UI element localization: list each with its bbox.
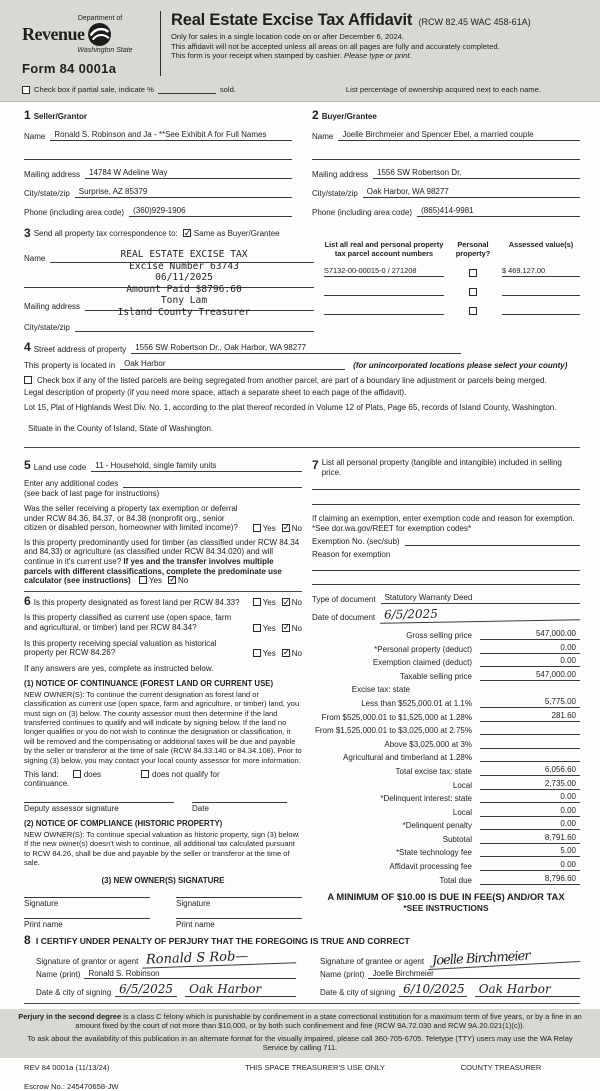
this-land-label: This land: xyxy=(24,769,59,779)
grantee-name-field[interactable]: Joelle Birchmeier xyxy=(368,969,580,979)
q1-yes-checkbox[interactable] xyxy=(253,524,261,532)
grantor-name-field[interactable]: Ronald S. Robinson xyxy=(84,969,296,979)
partial-sale-percent-field[interactable] xyxy=(158,93,216,94)
tax-value: 0.00 xyxy=(480,656,580,667)
tax-label: Above $3,025,000 at 3% xyxy=(384,739,472,749)
seller-city-field[interactable]: Surprise, AZ 85379 xyxy=(75,187,292,198)
if-yes-instruction: If any answers are yes, complete as instructed below. xyxy=(24,663,214,673)
q4-yes-checkbox[interactable] xyxy=(253,624,261,632)
parcel-number-3[interactable] xyxy=(324,313,444,315)
seller-phone-field[interactable]: (360)929-1906 xyxy=(129,206,292,217)
see-instructions-note: *SEE INSTRUCTIONS xyxy=(403,902,489,913)
section-5-number: 5 xyxy=(24,458,31,472)
question-timber-agriculture: Is this property predominantly used for timber (as classified under RCW 84.34 and 84.33) or agriculture (as classified under RCW 84.34.020) and will continue in it's current use? If yes and the transfer involves multiple parcels with different classifications, complete the predominate use calculator (see instructions) Yes ✓ No xyxy=(24,538,302,586)
tax-label: Gross selling price xyxy=(406,630,472,640)
reason-exemption-field-1[interactable] xyxy=(312,559,580,571)
partial-sale-label: Check box if partial sale, indicate % xyxy=(34,85,154,94)
notice-compliance-title: (2) NOTICE OF COMPLIANCE (HISTORIC PROPERTY) xyxy=(24,818,223,828)
notice-continuance-body: NEW OWNER(S): To continue the current designation as forest land or classification as current use (open space, farm and agriculture, or timber) land, you must sign on (3) below. The county assessor must then determine if the land transferred continues to qualify and will indicate by signing below. If the land no longer qualifies or you do not wish to continue the designation or classification, it will be removed and the compensating or additional taxes will be due and payable by the seller or transferor at the time of sale (RCW 84.33.140 or 84.34.108). Prior to signing (3) below, you may contact your local county assessor for more information. xyxy=(24,689,302,765)
q4-no-checkbox[interactable] xyxy=(282,624,290,632)
legal-description-line2: Situate in the County of Island, State of Washington. xyxy=(28,424,214,433)
doc-type-label: Type of document xyxy=(312,595,376,605)
section-7-number: 7 xyxy=(312,458,319,472)
tax-label: Excise tax: state xyxy=(351,685,410,695)
exemption-no-label: Exemption No. (sec/sub) xyxy=(312,537,400,547)
tax-label: *Delinquent interest: state xyxy=(380,794,472,804)
new-owner-signature-title: (3) NEW OWNER(S) SIGNATURE xyxy=(101,875,225,885)
header-note-2: This affidavit will not be accepted unless all areas on all pages are fully and accurately completed. xyxy=(171,41,500,51)
notice-continuance-title: (1) NOTICE OF CONTINUANCE (FOREST LAND OR CURRENT USE) xyxy=(24,678,274,688)
tax-value xyxy=(480,747,580,749)
buyer-city-field[interactable]: Oak Harbor, WA 98277 xyxy=(363,187,580,198)
alternate-format-note: To ask about the availability of this publication in an alternate format for the visually impaired, please call 360-705-6705. Teletype (TTY) users may use the WA Relay Service by calling 711. xyxy=(27,1033,573,1053)
parcel-numbers-header: List all real and personal property tax parcel account numbers xyxy=(324,240,444,258)
legal-description-label: Legal description of property (if you need more space, attach a separate sheet to each page of the affidavit). xyxy=(24,388,407,397)
legal-footer xyxy=(0,1009,600,1058)
q1-no-checkbox[interactable] xyxy=(282,524,290,532)
form-number: Form 84 0001a xyxy=(22,61,117,76)
form-header xyxy=(0,0,600,102)
treasurer-stamp: REAL ESTATE EXCISE TAX Excise Number 63743 06/11/2025 Amount Paid $8796.60 Tony Lam Island County Treasurer xyxy=(117,249,251,318)
q2-no-checkbox[interactable] xyxy=(168,576,176,584)
tax-label: Taxable selling price xyxy=(399,671,472,681)
section-6-number: 6 xyxy=(24,593,31,608)
escrow-number: Escrow No.: 245470658-JW xyxy=(24,1081,119,1091)
doc-date-label: Date of document xyxy=(312,613,376,623)
parcel-number-1[interactable]: S7132-00-00015-0 / 271208 xyxy=(324,266,444,277)
county-treasurer-label: COUNTY TREASURER xyxy=(460,1062,542,1072)
footer-divider xyxy=(24,1003,580,1004)
seller-city-label: City/state/zip xyxy=(24,189,70,198)
tax-value: 281.60 xyxy=(480,711,580,722)
header-note-1: Only for sales in a single location code on or after December 6, 2024. xyxy=(171,32,405,41)
tax-value: 0.00 xyxy=(480,860,580,871)
q3-no-checkbox[interactable] xyxy=(282,598,290,606)
grantor-date-field[interactable]: 6/5/2025 xyxy=(115,982,177,997)
grantor-date-label: Date & city of signing xyxy=(36,987,112,997)
tax-value: 5,775.00 xyxy=(480,697,580,708)
doc-date-field[interactable]: 6/5/2025 xyxy=(380,605,580,624)
land-does-not-checkbox[interactable] xyxy=(141,770,149,778)
perjury-note: Perjury in the second degree is a class C felony which is punishable by confinement in a state correctional institution for a maximum term of five years, or by a fine in an amount fixed by the court of not more than $10,000, or by both such confinement and fine (RCW 9A.72.030 and RCW 9A.20.021(1)(c)). xyxy=(18,1011,582,1031)
buyer-phone-label: Phone (including area code) xyxy=(312,208,413,217)
buyer-name-label: Name xyxy=(312,132,334,141)
seller-phone-label: Phone (including area code) xyxy=(24,208,125,217)
additional-codes-field[interactable] xyxy=(123,479,302,488)
street-address-field[interactable]: 1556 SW Robertson Dr., Oak Harbor, WA 98277 xyxy=(131,343,461,354)
section-2-number: 2 xyxy=(312,108,319,122)
county-note: (for unincorporated locations please select your county) xyxy=(353,361,568,370)
buyer-phone-field[interactable]: (865)414-9981 xyxy=(417,206,580,217)
tax-value xyxy=(480,693,580,694)
tax-value: 8,791.60 xyxy=(480,833,580,844)
tax-value xyxy=(480,733,580,735)
seller-mailing-field[interactable]: 14784 W Adeline Way xyxy=(85,168,292,179)
question-exemption-deferral: Was the seller receiving a property tax exemption or deferral under RCW 84.36, 84.37, or 84.38 (nonprofit org., senior citizen or disabled person, homeowner with limited income)? xyxy=(24,504,238,533)
located-in-label: This property is located in xyxy=(24,361,116,370)
personal-property-field-1[interactable] xyxy=(312,477,580,490)
buyer-city-label: City/state/zip xyxy=(312,189,358,198)
tax-label: Agricultural and timberland at 1.28% xyxy=(343,753,472,763)
dor-logo-icon xyxy=(87,22,112,47)
grantor-signature-block xyxy=(36,947,296,997)
sec3-name-label: Name xyxy=(24,254,46,263)
section-8-number: 8 xyxy=(24,932,31,947)
tax-value: 0.00 xyxy=(480,643,580,654)
section-1-title: Seller/Grantor xyxy=(33,112,88,121)
tax-value xyxy=(480,760,580,762)
exemption-note: If claiming an exemption, enter exemption code and reason for exemption. *See dor.wa.gov/REET for exemption codes* xyxy=(312,514,575,533)
tax-value: 547,000.00 xyxy=(480,670,580,681)
new-owner-print-line-2[interactable]: Print name xyxy=(176,918,302,929)
tax-label: Exemption claimed (deduct) xyxy=(372,658,472,668)
continuance-label: continuance. xyxy=(24,778,70,788)
tax-label: Less than $525,000.01 at 1.1% xyxy=(361,698,472,708)
segregated-checkbox[interactable] xyxy=(24,376,32,384)
grantee-date-label: Date & city of signing xyxy=(320,987,396,997)
land-does-checkbox[interactable] xyxy=(73,770,81,778)
personal-property-intro: List all personal property (tangible and intangible) included in selling price. xyxy=(321,458,562,477)
question-historic-property: Is this property receiving special valuation as historical property per RCW 84.26? xyxy=(24,638,217,658)
seller-name-field[interactable]: Ronald S. Robinson and Ja - **See Exhibit A for Full Names xyxy=(50,130,292,141)
treasurer-use-only-label: THIS SPACE TREASURER'S USE ONLY xyxy=(245,1062,385,1072)
grantor-name-label: Name (print) xyxy=(36,969,81,979)
minimum-fee-note: A MINIMUM OF $10.00 IS DUE IN FEE(S) AND/OR TAX xyxy=(327,890,565,902)
sec3-mailing-label: Mailing address xyxy=(24,302,81,311)
section-3-title: Send all property tax correspondence to: xyxy=(33,228,178,238)
washington-state-label: Washington State xyxy=(77,47,133,54)
notice-compliance-body: NEW OWNER(S): To continue special valuation as historic property, sign (3) below. If the new owner(s) doesn't wish to continue, all additional tax calculated pursuant to RCW 84.26, shall be due and payable by the seller or transferor at the time of sale. xyxy=(24,829,300,868)
buyer-grantee-section xyxy=(312,108,580,217)
question-current-use: Is this property classified as current use (open space, farm and agricultural, or timber) land per RCW 84.34? xyxy=(24,613,232,632)
grantor-signature-field[interactable]: Ronald S Rob— xyxy=(142,947,296,968)
doc-type-field[interactable]: Statutory Warranty Deed xyxy=(381,593,580,604)
q3-yes-checkbox[interactable] xyxy=(253,598,261,606)
legal-description-line1: Lot 15, Plat of Highlands West Div. No. 1, according to the plat thereof recorded in Volume 12 of Plats, Page 65, records of Island County, Washington. xyxy=(24,403,557,412)
dept-of-label: Department of xyxy=(77,15,123,22)
grantee-name-label: Name (print) xyxy=(320,969,365,979)
sec3-city-label: City/state/zip xyxy=(24,323,70,332)
tax-value: 0.00 xyxy=(480,806,580,817)
tax-label: From $1,525,000.01 to $3,025,000 at 2.75% xyxy=(314,726,472,736)
tax-label: Local xyxy=(452,780,472,790)
seller-name-label: Name xyxy=(24,132,46,141)
left-col-divider xyxy=(24,591,302,592)
grantor-sig-label: Signature of grantor or agent xyxy=(36,956,139,966)
revenue-wordmark: Revenue xyxy=(22,24,85,44)
tax-value: 2,735.00 xyxy=(480,779,580,790)
tax-label: From $525,000.01 to $1,525,000 at 1.28% xyxy=(321,712,472,722)
segregated-label: Check box if any of the listed parcels are being segregated from another parcel, are part of a boundary line adjustment or parcels being merged. xyxy=(37,376,547,385)
tax-value: 0.00 xyxy=(480,819,580,830)
section-4-number: 4 xyxy=(24,340,31,354)
q5-yes-checkbox[interactable] xyxy=(253,649,261,657)
personal-property-checkbox-3[interactable] xyxy=(469,307,477,315)
form-title-rcw: (RCW 82.45 WAC 458-61A) xyxy=(418,17,531,27)
question-forest-land: Is this property designated as forest land per RCW 84.33? xyxy=(33,597,240,607)
seller-name-field-2[interactable] xyxy=(24,151,292,160)
section-1-number: 1 xyxy=(24,108,31,122)
personal-property-field-2[interactable] xyxy=(312,492,580,505)
tax-label: Affidavit processing fee xyxy=(389,862,472,872)
certify-statement: I CERTIFY UNDER PENALTY OF PERJURY THAT THE FOREGOING IS TRUE AND CORRECT xyxy=(35,935,410,946)
grantee-sig-label: Signature of grantee or agent xyxy=(320,956,425,966)
section-3-number: 3 xyxy=(24,226,31,240)
tax-label: Total due xyxy=(439,875,472,885)
form-title: Real Estate Excise Tax Affidavit xyxy=(171,11,413,29)
tax-label: Total excise tax: state xyxy=(395,766,472,776)
new-owner-print-line-1[interactable]: Print name xyxy=(24,918,150,929)
land-does-not-label: does not qualify for xyxy=(152,769,220,779)
personal-property-checkbox-2[interactable] xyxy=(469,288,477,296)
section-divider xyxy=(24,447,580,448)
agency-logo-block xyxy=(22,11,160,76)
personal-property-header: Personal property? xyxy=(455,240,491,258)
located-in-field[interactable]: Oak Harbor xyxy=(120,359,345,370)
tax-value: 6,056.60 xyxy=(480,765,580,776)
rev-number: REV 84 0001a (11/13/24) xyxy=(24,1062,110,1072)
exemption-no-field[interactable] xyxy=(405,537,580,546)
seller-mailing-label: Mailing address xyxy=(24,170,81,179)
section-2-title: Buyer/Grantee xyxy=(321,112,377,121)
tax-label: Subtotal xyxy=(442,834,472,844)
grantee-city-field[interactable]: Oak Harbor xyxy=(475,982,580,997)
deputy-date-line[interactable]: Date xyxy=(192,802,287,813)
tax-value: 0.00 xyxy=(480,792,580,803)
grantee-signature-field[interactable]: Joelle Birchmeier xyxy=(428,946,581,970)
land-does-label: does xyxy=(83,769,102,779)
deputy-assessor-signature-line[interactable]: Deputy assessor signature xyxy=(24,802,174,813)
sec3-city-field[interactable] xyxy=(75,323,314,332)
q2-yes-checkbox[interactable] xyxy=(139,576,147,584)
tax-value: 5.00 xyxy=(480,846,580,857)
tax-label: Local xyxy=(452,807,472,817)
same-as-buyer-checkbox[interactable] xyxy=(183,229,191,237)
street-address-label: Street address of property xyxy=(33,345,127,354)
land-use-label: Land use code xyxy=(33,463,87,472)
land-use-field[interactable]: 11 - Household, single family units xyxy=(91,461,302,472)
buyer-mailing-field[interactable]: 1556 SW Robertson Dr. xyxy=(373,168,580,179)
additional-codes-label: Enter any additional codes xyxy=(24,479,119,488)
tax-value: 547,000.00 xyxy=(480,629,580,640)
buyer-mailing-label: Mailing address xyxy=(312,170,369,179)
tax-label: *State technology fee xyxy=(395,848,472,858)
tax-label: *Personal property (deduct) xyxy=(374,644,472,654)
additional-codes-note: (see back of last page for instructions) xyxy=(24,489,160,498)
personal-property-checkbox-1[interactable] xyxy=(469,269,477,277)
buyer-name-field-2[interactable] xyxy=(312,151,580,160)
buyer-name-field[interactable]: Joelle Birchmeier and Spencer Ebel, a married couple xyxy=(338,130,580,141)
tax-label: *Delinquent penalty xyxy=(402,821,472,831)
grantor-city-field[interactable]: Oak Harbor xyxy=(185,982,296,997)
same-as-buyer-label: Same as Buyer/Grantee xyxy=(193,228,280,238)
grantee-date-field[interactable]: 6/10/2025 xyxy=(399,982,467,997)
partial-sale-checkbox[interactable] xyxy=(22,86,30,94)
new-owner-signature-line-2[interactable]: Signature xyxy=(176,897,302,908)
reason-exemption-field-2[interactable] xyxy=(312,573,580,585)
partial-sale-sold-label: sold. xyxy=(219,85,236,94)
new-owner-signature-line-1[interactable]: Signature xyxy=(24,897,150,908)
assessed-value-1[interactable]: $ 469,127.00 xyxy=(502,266,580,277)
header-note-3: This form is your receipt when stamped by cashier. Please type or print. xyxy=(171,51,412,61)
reason-exemption-label: Reason for exemption xyxy=(312,550,391,560)
assessed-value-3[interactable] xyxy=(502,313,580,315)
tax-value: 8,796.60 xyxy=(480,874,580,885)
grantee-signature-block xyxy=(320,947,580,997)
assessed-values-header: Assessed value(s) xyxy=(508,240,574,249)
ownership-note: List percentage of ownership acquired next to each name. xyxy=(345,85,541,94)
seller-grantor-section xyxy=(24,108,292,217)
q5-no-checkbox[interactable] xyxy=(282,649,290,657)
